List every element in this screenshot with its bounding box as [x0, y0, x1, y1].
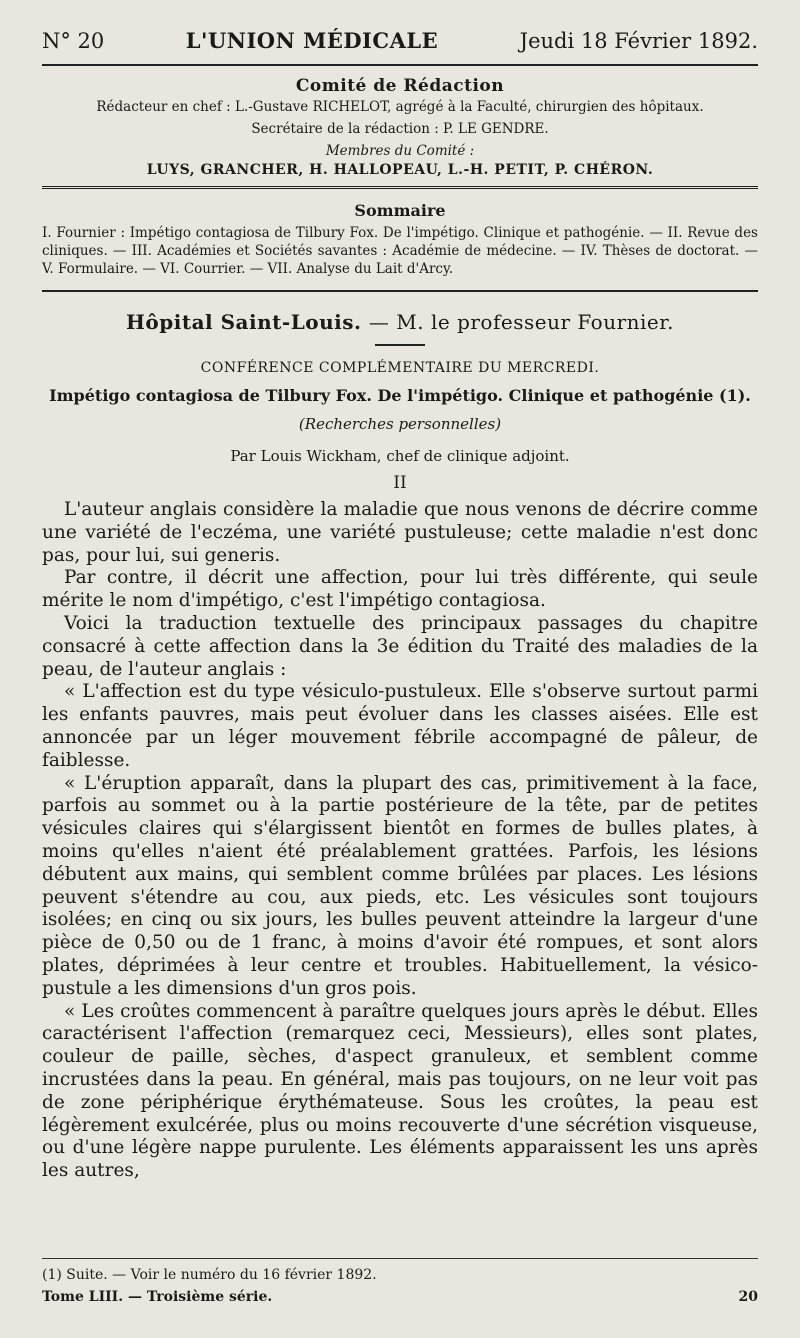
journal-page — [42, 28, 758, 1183]
article-subject: Impétigo contagiosa de Tilbury Fox. De l'impétigo. Clinique et pathogénie (1). — [49, 386, 751, 405]
paragraph: « L'éruption apparaît, dans la plupart des cas, primitivement à la face, parfois au sommet ou à la partie postérieure de la tête, par de petites vésicules claires qui s'élargissent bientôt en formes de bulles plates, à moins qu'elles n'aient été préalablement grattées. Parfois, les lésions débutent aux mains, qui semblent comme brûlées par places. Les lésions peuvent s'étendre au cou, aux pieds, etc. Les vésicules sont toujours isolées; en cinq ou six jours, les bulles peuvent atteindre la largeur d'une pièce de 0,50 ou de 1 franc, à moins d'avoir été rompues, et sont alors plates, déprimées à leur centre et troubles. Habituellement, la vésico-pustule a les dimensions d'un gros pois. — [42, 772, 758, 999]
chief-editor: Rédacteur en chef : L.-Gustave RICHELOT, agrégé à la Faculté, chirurgien des hôpitaux. — [96, 99, 704, 115]
running-head — [42, 28, 758, 58]
footnote-rule — [42, 1258, 758, 1259]
summary-heading: Sommaire — [354, 201, 446, 220]
conference-title: CONFÉRENCE COMPLÉMENTAIRE DU MERCREDI. — [200, 360, 600, 376]
page-number: 20 — [738, 1289, 758, 1305]
professor-name: — M. le professeur Fournier. — [368, 310, 674, 334]
footnote: (1) Suite. — Voir le numéro du 16 février 1892. — [42, 1267, 377, 1283]
issue-number: N° 20 — [42, 29, 105, 53]
secretary: Secrétaire de la rédaction : P. LE GENDRE. — [251, 121, 549, 137]
hospital-name: Hôpital Saint-Louis. — [126, 310, 362, 334]
paragraph: « Les croûtes commencent à paraître quelques jours après le début. Elles caractérisent l'affection (remarquez ceci, Messieurs), elles sont plates, couleur de paille, sèches, d'aspect granuleux, et semblent comme incrustées dans la peau. En général, mais pas toujours, on ne leur voit pas de zone périphérique érythémateuse. Sous les croûtes, la peau est légèrement exulcérée, plus ou moins recouverte d'une sécrétion visqueuse, ou d'une légère nappe purulente. Les éléments apparaissent les uns après les autres, — [42, 1000, 758, 1182]
journal-title: L'UNION MÉDICALE — [185, 28, 439, 53]
summary — [42, 201, 758, 278]
article-body — [42, 499, 758, 1183]
issue-date: Jeudi 18 Février 1892. — [519, 29, 758, 53]
heading-rule — [375, 344, 425, 346]
paragraph: Par contre, il décrit une affection, pour lui très différente, qui seule mérite le nom d'impétigo, c'est l'impétigo contagiosa. — [42, 567, 758, 612]
footer-area — [42, 1252, 758, 1305]
paragraph: « L'affection est du type vésiculo-pustuleux. Elle s'observe surtout parmi les enfants pauvres, mais peut évoluer dans les classes aisées. Elle est annoncée par un léger mouvement fébrile accompagné de pâleur, de faiblesse. — [42, 681, 758, 771]
paragraph: L'auteur anglais considère la maladie que nous venons de décrire comme une variété de l'eczéma, une variété pustuleuse; cette maladie n'est donc pas, pour lui, sui generis. — [42, 499, 758, 566]
research-note: (Recherches personnelles) — [298, 415, 502, 433]
paragraph: Voici la traduction textuelle des principaux passages du chapitre consacré à cette affection dans la 3e édition du Traité des maladies de la peau, de l'auteur anglais : — [42, 612, 758, 680]
page-footer — [42, 1289, 758, 1305]
header-rule — [42, 64, 758, 66]
summary-rule — [42, 290, 758, 292]
editorial-committee — [42, 76, 758, 178]
article-author: Par Louis Wickham, chef de clinique adjoint. — [230, 447, 570, 465]
summary-text: I. Fournier : Impétigo contagiosa de Tilbury Fox. De l'impétigo. Clinique et pathogénie. — II. Revue des cliniques. — III. Académies et Sociétés savantes : Académie de médecine. — IV. Thèses de doctorat. — V. Formulaire. — VI. Courrier. — VII. Analyse du Lait d'Arcy. — [42, 225, 758, 277]
article-heading — [42, 310, 758, 334]
volume-label: Tome LIII. — Troisième série. — [42, 1289, 273, 1305]
section-number: II — [393, 473, 407, 493]
committee-heading: Comité de Rédaction — [295, 76, 505, 96]
members-label: Membres du Comité : — [325, 143, 475, 159]
committee-members: LUYS, GRANCHER, H. HALLOPEAU, L.-H. PETIT, P. CHÉRON. — [146, 162, 654, 178]
committee-rule — [42, 186, 758, 189]
